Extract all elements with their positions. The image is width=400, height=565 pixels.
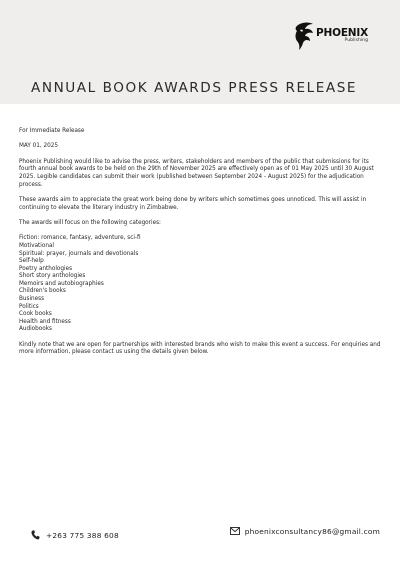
category-item: Cook books [19,311,52,318]
categories-intro: The awards will focus on the following categories: [19,219,161,226]
phone-number: +263 775 388 608 [46,530,119,540]
category-item: Spiritual: prayer, journals and devotionals [19,250,139,257]
category-item: Politics [19,303,39,310]
contact-email[interactable] [230,525,380,537]
category-list [19,235,381,334]
category-item: Health and fitness [19,318,71,325]
category-item: Poetry anthologies [19,265,73,272]
press-release-body [19,128,381,357]
category-item: Motivational [19,242,55,249]
category-item: Audiobooks [19,326,52,333]
category-item: Short story anthologies [19,273,86,280]
brand-logo [293,21,368,51]
category-item: Business [19,296,45,303]
brand-name: PHOENIX [316,26,368,39]
envelope-icon [230,527,240,535]
page-title: ANNUAL BOOK AWARDS PRESS RELEASE [31,80,358,96]
phone-icon [31,530,40,540]
intro-paragraph: Phoenix Publishing would like to advise the press, writers, stakeholders and members of the public that submissions for its fourth annual book awards to be held on the 29th of November 2025 are effectively open as of 01 May 2025 until 30 August 2025. Legible candidates can submit their work (published between September 2024 - August 2025) for the adjudication process. [19,158,374,188]
header-banner [0,0,400,104]
category-item: Fiction: romance, fantasy, adventure, sci-fi [19,235,141,242]
category-item: Self-help [19,258,44,265]
email-address: phoenixconsultancy86@gmail.com [244,526,380,536]
release-line: For Immediate Release [19,128,85,134]
purpose-paragraph: These awards aim to appreciate the great work being done by writers which sometimes goes unnoticed. This will assist in continuing to elevate the literary industry in Zimbabwe. [19,196,367,211]
closing-paragraph: Kindly note that we are open for partnerships with interested brands who wish to make this event a success. For enquiries and more information, please contact us using the details given below. [19,341,381,356]
category-item: Memoirs and autobiographies [19,280,104,287]
phoenix-head-icon [293,21,315,51]
brand-subtitle: Publishing [344,38,368,44]
category-item: Children's books [19,288,66,295]
contact-phone[interactable] [31,529,119,541]
release-date: MAY 01, 2025 [19,143,58,150]
